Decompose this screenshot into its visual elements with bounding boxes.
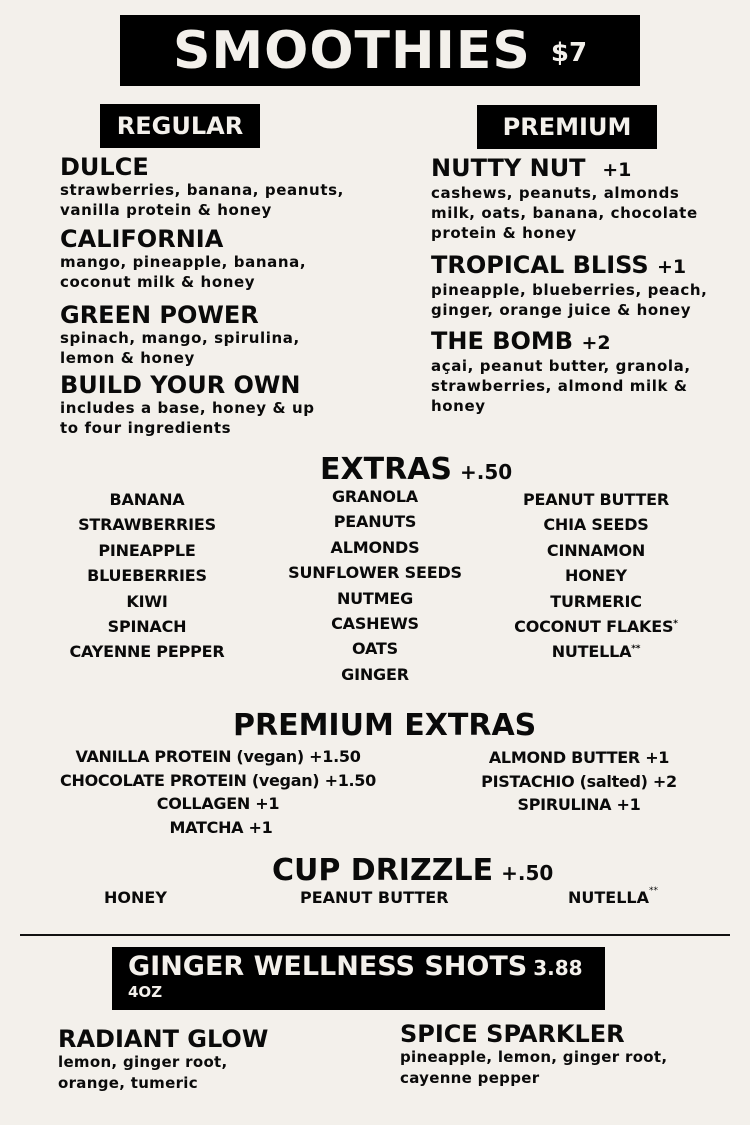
premium-extra-item: PISTACHIO (salted) +2 xyxy=(481,771,677,791)
premium-extra-item: CHOCOLATE PROTEIN (vegan) +1.50 xyxy=(60,770,376,790)
extra-item: SUNFLOWER SEEDS xyxy=(288,563,462,583)
item-desc: pineapple, blueberries, peach, xyxy=(431,281,708,299)
menu-item-green-power xyxy=(60,302,300,368)
item-desc: includes a base, honey & up xyxy=(60,399,315,417)
item-desc: honey xyxy=(431,397,486,415)
premium-extras-title: PREMIUM EXTRAS xyxy=(233,708,537,743)
cup-drizzle-title: CUP DRIZZLE xyxy=(272,853,494,888)
item-desc: milk, oats, banana, chocolate xyxy=(431,204,698,222)
extra-item: BLUEBERRIES xyxy=(87,566,207,586)
item-desc: strawberries, banana, peanuts, xyxy=(60,181,344,199)
extra-item: GRANOLA xyxy=(331,487,418,506)
premium-extra-item: MATCHA +1 xyxy=(169,817,273,837)
item-name: GREEN POWER xyxy=(60,301,259,329)
extra-item: CHIA SEEDS xyxy=(543,515,649,535)
extra-item: BANANA xyxy=(109,490,185,509)
extras-column-3 xyxy=(496,487,696,665)
item-desc: strawberries, almond milk & xyxy=(431,377,688,395)
extra-item: GINGER xyxy=(341,664,409,684)
menu-price: $7 xyxy=(550,37,588,68)
item-desc: spinach, mango, spirulina, xyxy=(60,329,300,347)
extra-item: SPINACH xyxy=(107,617,187,637)
shot-name: RADIANT GLOW xyxy=(58,1025,269,1053)
extra-item-coconut: COCONUT FLAKES* xyxy=(514,617,678,637)
shot-item-radiant-glow xyxy=(58,1026,268,1094)
smoothies-header xyxy=(120,15,640,86)
shots-header-box xyxy=(112,947,605,1010)
item-upcharge: +1 xyxy=(602,159,632,181)
menu-item-nutty-nut xyxy=(431,155,698,243)
extras-title: EXTRAS xyxy=(320,452,453,487)
shot-item-spice-sparkler xyxy=(400,1021,667,1089)
extra-item: STRAWBERRIES xyxy=(78,515,216,535)
premium-extras-heading xyxy=(233,708,536,743)
item-name: NUTTY NUT xyxy=(431,154,586,182)
premium-extra-item: COLLAGEN +1 xyxy=(156,794,280,813)
extra-item: CASHEWS xyxy=(331,614,419,634)
shots-title: GINGER WELLNESS SHOTS xyxy=(128,951,528,982)
premium-label: PREMIUM xyxy=(502,113,632,141)
item-name: DULCE xyxy=(60,153,149,181)
menu-item-california xyxy=(60,226,306,292)
extras-heading xyxy=(320,452,512,487)
shot-desc: pineapple, lemon, ginger root, xyxy=(400,1048,668,1066)
regular-label-box xyxy=(100,104,260,148)
extra-item: NUTMEG xyxy=(336,588,414,608)
extra-item: ALMONDS xyxy=(330,537,420,557)
item-desc: to four ingredients xyxy=(60,419,232,437)
extra-item: PEANUTS xyxy=(333,512,417,532)
item-name: CALIFORNIA xyxy=(60,225,224,253)
extra-item: HONEY xyxy=(565,566,627,586)
extra-item: PINEAPPLE xyxy=(98,540,196,560)
item-desc: cashews, peanuts, almonds xyxy=(431,184,680,202)
extra-item: KIWI xyxy=(126,591,168,611)
cup-drizzle-price: +.50 xyxy=(501,861,554,885)
item-upcharge: +1 xyxy=(656,256,687,278)
menu-item-build-your-own xyxy=(60,372,315,438)
premium-extras-right xyxy=(458,746,700,817)
footnote-mark: ** xyxy=(631,644,641,655)
extra-item: CAYENNE PEPPER xyxy=(69,642,225,662)
section-divider xyxy=(20,934,730,936)
item-desc: açai, peanut butter, granola, xyxy=(431,357,691,375)
item-desc: coconut milk & honey xyxy=(60,273,256,291)
footnote-mark: ** xyxy=(649,886,658,896)
menu-item-tropical-bliss xyxy=(431,252,707,320)
shots-size: 4OZ xyxy=(128,983,163,1001)
menu-title: SMOOTHIES xyxy=(172,20,531,81)
extra-item: TURMERIC xyxy=(550,591,642,611)
item-desc: ginger, orange juice & honey xyxy=(431,301,692,319)
extra-item: OATS xyxy=(352,639,398,659)
item-desc: vanilla protein & honey xyxy=(60,201,272,219)
menu-item-the-bomb xyxy=(431,328,691,416)
premium-extras-left xyxy=(38,745,398,839)
cup-drizzle-heading xyxy=(272,853,553,888)
premium-label-box xyxy=(477,105,657,149)
item-desc: protein & honey xyxy=(431,224,577,242)
extras-price: +.50 xyxy=(460,460,513,484)
extras-column-1 xyxy=(47,487,247,665)
premium-extra-item: VANILLA PROTEIN (vegan) +1.50 xyxy=(75,747,361,766)
shots-price: 3.88 xyxy=(533,956,583,980)
shot-desc: lemon, ginger root, xyxy=(58,1053,228,1071)
item-name: THE BOMB xyxy=(431,327,574,355)
item-desc: lemon & honey xyxy=(60,349,195,367)
item-desc: mango, pineapple, banana, xyxy=(60,253,307,271)
extra-item: PEANUT BUTTER xyxy=(523,490,669,509)
footnote-mark: * xyxy=(673,619,678,630)
item-name: TROPICAL BLISS xyxy=(431,251,649,279)
item-name: BUILD YOUR OWN xyxy=(60,371,301,399)
extras-column-2 xyxy=(275,484,475,687)
premium-extra-item: ALMOND BUTTER +1 xyxy=(488,748,670,767)
extra-item: CINNAMON xyxy=(546,540,646,560)
shot-desc: cayenne pepper xyxy=(400,1069,540,1087)
extra-item-nutella: NUTELLA** xyxy=(551,642,641,662)
menu-item-dulce xyxy=(60,154,344,220)
premium-extra-item: SPIRULINA +1 xyxy=(517,795,641,814)
shot-desc: orange, tumeric xyxy=(58,1074,198,1092)
shot-name: SPICE SPARKLER xyxy=(400,1020,625,1048)
drizzle-item-nutella: NUTELLA** xyxy=(568,886,658,907)
item-upcharge: +2 xyxy=(581,332,611,354)
drizzle-item-peanut-butter: PEANUT BUTTER xyxy=(300,888,449,907)
regular-label: REGULAR xyxy=(116,112,244,140)
drizzle-item-honey: HONEY xyxy=(104,888,167,907)
